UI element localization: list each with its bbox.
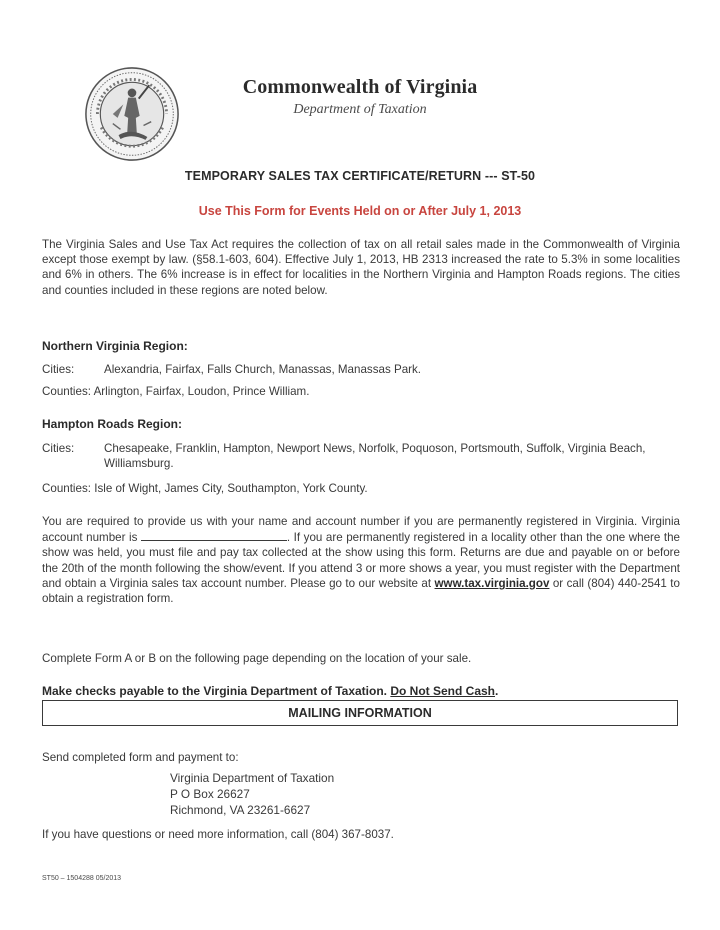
address-line: Virginia Department of Taxation xyxy=(170,771,335,785)
send-to-instruction: Send completed form and payment to: xyxy=(42,751,239,764)
letterhead-subtitle: Department of Taxation xyxy=(293,102,427,117)
intro-paragraph: The Virginia Sales and Use Tax Act requires the collection of tax on all retail sales made in the Commonwealth of Virginia except those exempt by law. (§58.1-603, 604). Effective July 1, 2013, HB 2313 increased the rate to 5.3% in some localities and 6% in others. The 6% increase is in effect for localities in the Northern Virginia and Hampton Roads regions. The cities and counties included in these regions are noted below. xyxy=(42,238,680,297)
northern-virginia-heading: Northern Virginia Region: xyxy=(42,339,188,353)
registration-paragraph xyxy=(42,514,680,606)
website-link[interactable]: www.tax.virginia.gov xyxy=(434,576,550,590)
counties-list: Arlington, Fairfax, Loudon, Prince William. xyxy=(93,385,310,398)
cities-label: Cities: xyxy=(42,363,75,376)
cities-list: Chesapeake, Franklin, Hampton, Newport News, Norfolk, Poquoson, Portsmouth, Suffolk, Virginia Beach, Williamsburg. xyxy=(104,442,646,471)
no-cash-warning: Do Not Send Cash xyxy=(390,684,496,698)
cities-list: Alexandria, Fairfax, Falls Church, Manassas, Manassas Park. xyxy=(104,363,422,376)
hampton-roads-cities xyxy=(42,441,680,471)
hampton-roads-heading: Hampton Roads Region: xyxy=(42,417,182,431)
complete-form-instruction: Complete Form A or B on the following page depending on the location of your sale. xyxy=(42,652,472,665)
mailing-information-heading: MAILING INFORMATION xyxy=(42,700,678,726)
address-line: Richmond, VA 23261-6627 xyxy=(170,802,311,817)
registration-text-1: You are required to provide us with your name and account number if you are permanently registered in Virginia. Virginia account number is xyxy=(42,515,680,545)
checks-period: . xyxy=(495,684,499,698)
checks-payable-text: Make checks payable to the Virginia Department of Taxation. xyxy=(42,684,387,698)
virginia-state-seal-icon xyxy=(84,66,180,162)
registration-text-2: . If you are permanently registered in a locality other than the one where the show was held, you must file and pay tax collected at the show using this form. Returns are due and payable on or before the 20th of the month following the show/event. If you attend 3 or more shows a year, you must register with the Department and obtain a Virginia sales tax account number. Please go to our website at xyxy=(42,531,680,590)
registration-text-3: or call (804) 440-2541 to obtain a registration form. xyxy=(42,576,680,606)
mailing-address xyxy=(170,771,334,818)
counties-list: Isle of Wight, James City, Southampton, York County. xyxy=(94,482,368,495)
northern-virginia-counties xyxy=(42,384,680,399)
letterhead xyxy=(200,76,520,118)
northern-virginia-cities xyxy=(42,362,680,377)
form-code: ST50 – 1504288 05/2013 xyxy=(42,875,122,882)
questions-contact: If you have questions or need more information, call (804) 367-8037. xyxy=(42,828,394,841)
address-line: P O Box 26627 xyxy=(170,786,250,801)
letterhead-title: Commonwealth of Virginia xyxy=(242,76,478,98)
counties-label: Counties: xyxy=(42,482,91,495)
form-subtitle: Use This Form for Events Held on or After July 1, 2013 xyxy=(198,204,522,218)
cities-label: Cities: xyxy=(42,442,75,455)
form-title: TEMPORARY SALES TAX CERTIFICATE/RETURN --- ST-50 xyxy=(184,169,536,183)
checks-payable-line xyxy=(42,684,680,699)
account-number-blank[interactable] xyxy=(141,529,287,541)
hampton-roads-counties xyxy=(42,481,680,496)
counties-label: Counties: xyxy=(42,385,91,398)
